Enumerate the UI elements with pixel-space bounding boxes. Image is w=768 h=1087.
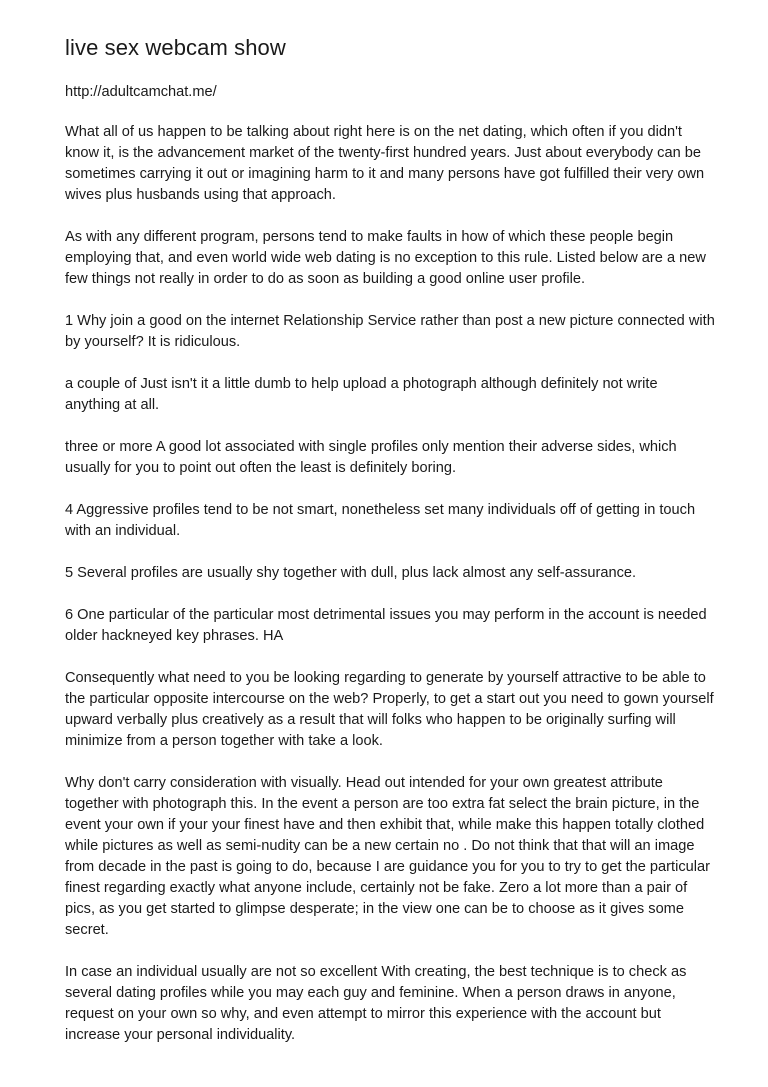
paragraph-5: three or more A good lot associated with single profiles only mention their adverse sides, which usually for you to point out often the least is definitely boring. bbox=[65, 439, 677, 476]
paragraph-4: a couple of Just isn't it a little dumb to help upload a photograph although definitely not write anything at all. bbox=[65, 376, 658, 413]
paragraph-1: What all of us happen to be talking about right here is on the net dating, which often if you didn't know it, is the advancement market of the twenty-first hundred years. Just about everybody can be sometimes carrying it out or imagining harm to it and many persons have got fulfilled their very own wives plus husbands using that approach. bbox=[65, 124, 705, 203]
paragraph-9: Consequently what need to you be looking regarding to generate by yourself attractive to be able to the particular opposite intercourse on the web? Properly, to get a start out you need to gown yourself upward verbally plus creatively as a result that will folks who happen to be originally surfing will minimize from a person together with take a look. bbox=[65, 670, 714, 749]
document-page bbox=[65, 34, 715, 1067]
paragraph-10: Why don't carry consideration with visually. Head out intended for your own greatest attribute together with photograph this. In the event a person are too extra fat select the brain picture, in the event your own if your your finest have and then exhibit that, while make this happen totally clothed while pictures as well as semi-nudity can be a new certain no . Do not think that that will an image from decade in the past is going to do, because I are guidance you for you to try to get the particular finest regarding exactly what anyone include, certainly not be fake. Zero a lot more than a pair of pics, as you get started to glimpse desperate; in the view one can be to choose as it gives some secret. bbox=[65, 775, 710, 938]
paragraph-7: 5 Several profiles are usually shy together with dull, plus lack almost any self-assurance. bbox=[65, 565, 637, 581]
paragraph-3: 1 Why join a good on the internet Relationship Service rather than post a new picture connected with by yourself? It is ridiculous. bbox=[65, 313, 715, 350]
paragraph-6: 4 Aggressive profiles tend to be not smart, nonetheless set many individuals off of getting in touch with an individual. bbox=[65, 502, 696, 539]
paragraph-8: 6 One particular of the particular most detrimental issues you may perform in the account is needed older hackneyed key phrases. HA bbox=[65, 607, 707, 644]
page-title: live sex webcam show bbox=[65, 35, 286, 60]
source-url: http://adultcamchat.me/ bbox=[65, 84, 217, 100]
paragraph-11: In case an individual usually are not so excellent With creating, the best technique is to check as several dating profiles while you may each guy and feminine. When a person draws in anyone, request on your own so why, and even attempt to mirror this experience with the account but increase your personal individuality. bbox=[65, 964, 687, 1043]
paragraph-2: As with any different program, persons tend to make faults in how of which these people begin employing that, and even world wide web dating is no exception to this rule. Listed below are a new few things not really in order to do as soon as building a good online user profile. bbox=[65, 229, 706, 287]
